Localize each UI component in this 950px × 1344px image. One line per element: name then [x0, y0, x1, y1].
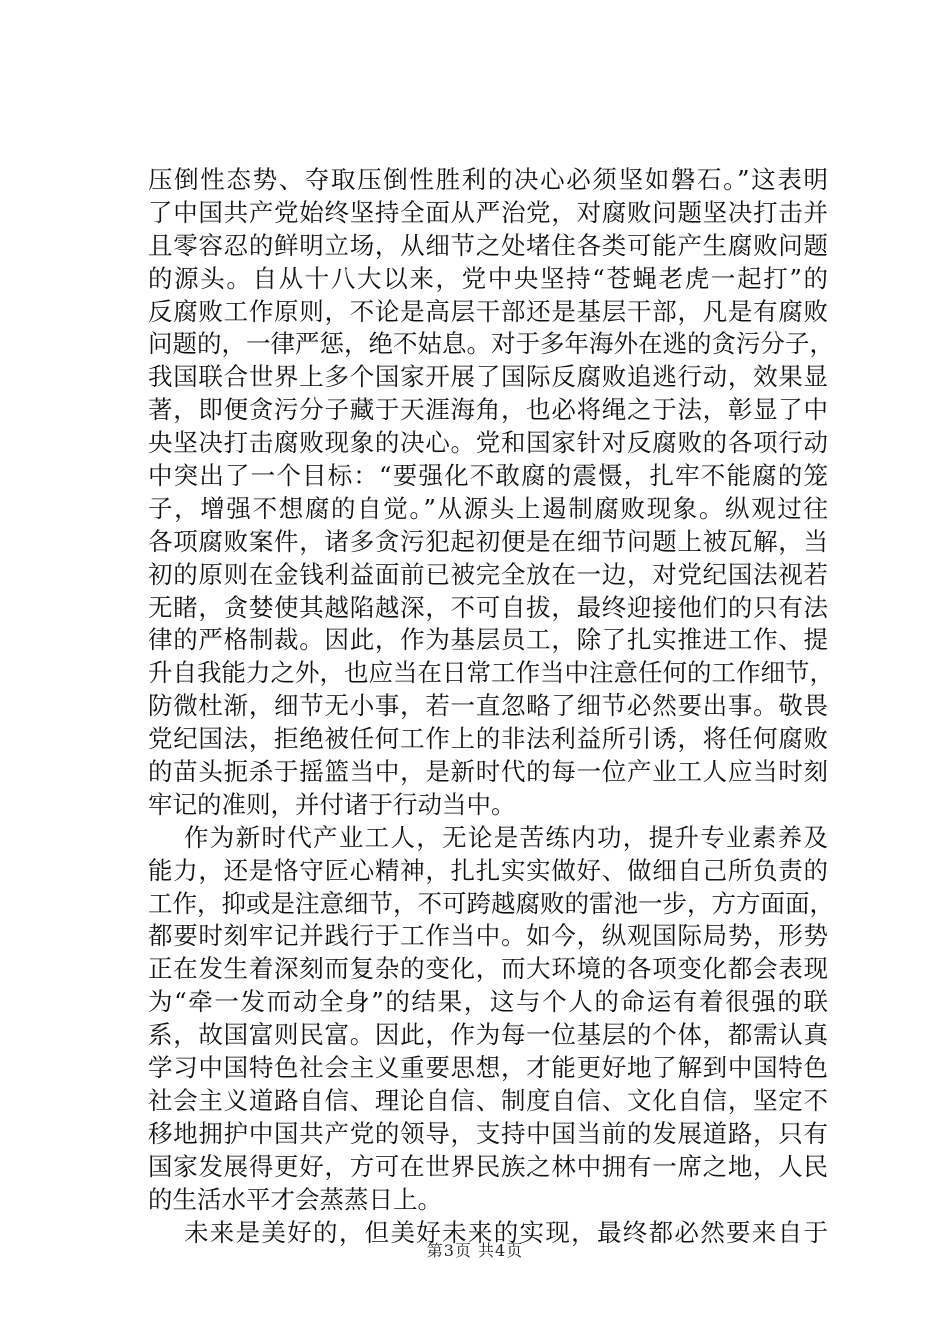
text-line: 工作，抑或是注意细节，不可跨越腐败的雷池一步，方方面面， — [148, 888, 834, 918]
text-line: 升自我能力之外，也应当在日常工作当中注意任何的工作细节， — [148, 658, 834, 688]
text-line: 的生活水平才会蒸蒸日上。 — [148, 1184, 442, 1214]
text-line: 央坚决打击腐败现象的决心。党和国家针对反腐败的各项行动 — [148, 428, 828, 458]
text-line: 问题的，一律严惩，绝不姑息。对于多年海外在逃的贪污分子， — [148, 329, 834, 359]
text-line: 能力，还是恪守匠心精神，扎扎实实做好、做细自己所负责的 — [148, 855, 828, 885]
text-line: 都要时刻牢记并践行于工作当中。如今，纵观国际局势，形势 — [148, 921, 828, 951]
text-line: 社会主义道路自信、理论自信、制度自信、文化自信，坚定不 — [148, 1085, 828, 1115]
document-body — [148, 164, 834, 1249]
text-line: 的苗头扼杀于摇篮当中，是新时代的每一位产业工人应当时刻 — [148, 757, 828, 787]
text-line: 各项腐败案件，诸多贪污犯起初便是在细节问题上被瓦解，当 — [148, 526, 828, 556]
text-line: 防微杜渐，细节无小事，若一直忽略了细节必然要出事。敬畏 — [148, 691, 828, 721]
text-line: 子，增强不想腐的自觉。”从源头上遏制腐败现象。纵观过往 — [148, 493, 828, 523]
text-line: 为“牵一发而动全身”的结果，这与个人的命运有着很强的联 — [148, 987, 828, 1017]
text-line: 的源头。自从十八大以来，党中央坚持“苍蝇老虎一起打”的 — [148, 263, 828, 293]
text-line: 初的原则在金钱利益面前已被完全放在一边，对党纪国法视若 — [148, 559, 828, 589]
text-line: 律的严格制裁。因此，作为基层员工，除了扎实推进工作、提 — [148, 625, 828, 655]
text-line: 中突出了一个目标：“要强化不敢腐的震慑，扎牢不能腐的笼 — [148, 461, 828, 491]
text-line: 国家发展得更好，方可在世界民族之林中拥有一席之地，人民 — [148, 1151, 828, 1181]
text-line: 作为新时代产业工人，无论是苦练内功，提升专业素养及 — [184, 822, 828, 852]
text-line: 无睹，贪婪使其越陷越深，不可自拔，最终迎接他们的只有法 — [148, 592, 828, 622]
text-line: 牢记的准则，并付诸于行动当中。 — [148, 789, 516, 819]
text-line: 且零容忍的鲜明立场，从细节之处堵住各类可能产生腐败问题 — [148, 230, 828, 260]
text-line: 正在发生着深刻而复杂的变化，而大环境的各项变化都会表现 — [148, 954, 828, 984]
text-line: 学习中国特色社会主义重要思想，才能更好地了解到中国特色 — [148, 1053, 828, 1083]
text-line: 著，即便贪污分子藏于天涯海角，也必将绳之于法，彰显了中 — [148, 395, 828, 425]
text-line: 未来是美好的，但美好未来的实现，最终都必然要来自于 — [184, 1217, 828, 1247]
page-footer: 第3页 共4页 — [426, 1241, 524, 1260]
text-line: 党纪国法，拒绝被任何工作上的非法利益所引诱，将任何腐败 — [148, 724, 828, 754]
text-line: 了中国共产党始终坚持全面从严治党，对腐败问题坚决打击并 — [148, 197, 828, 227]
text-line: 系，故国富则民富。因此，作为每一位基层的个体，都需认真 — [148, 1020, 828, 1050]
text-line: 我国联合世界上多个国家开展了国际反腐败追逃行动，效果显 — [148, 362, 828, 392]
text-line: 移地拥护中国共产党的领导，支持中国当前的发展道路，只有 — [148, 1118, 828, 1148]
text-line: 压倒性态势、夺取压倒性胜利的决心必须坚如磐石。”这表明 — [148, 165, 828, 194]
text-line: 反腐败工作原则，不论是高层干部还是基层干部，凡是有腐败 — [148, 296, 828, 326]
